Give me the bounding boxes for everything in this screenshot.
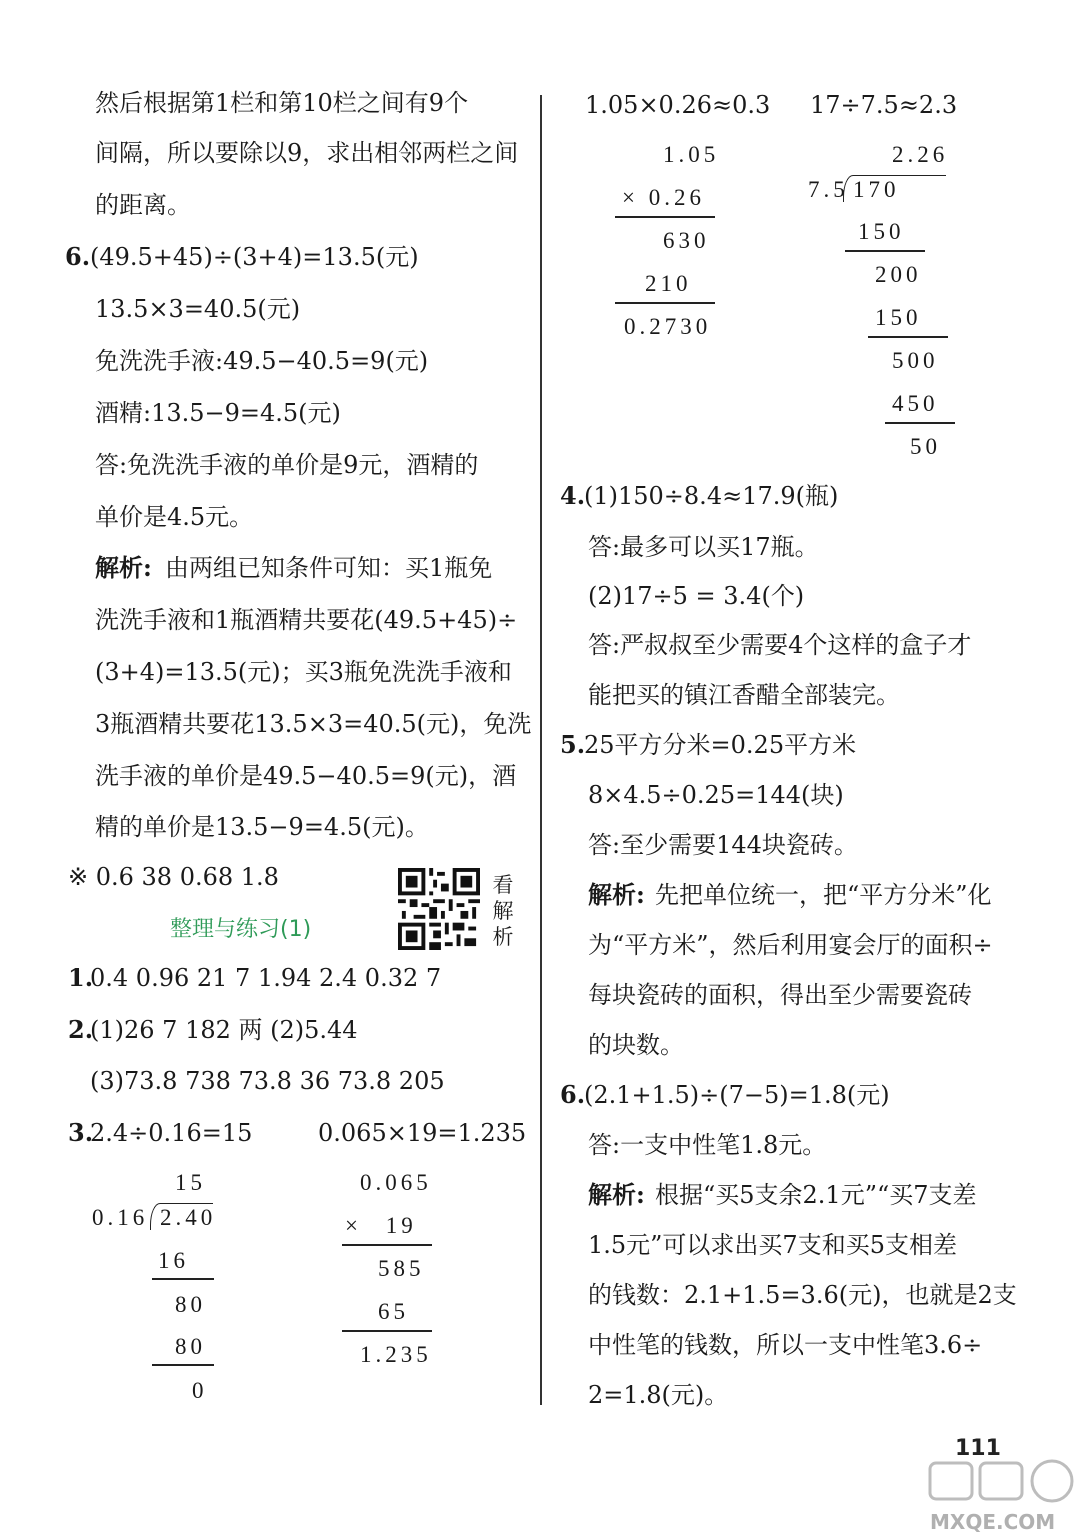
text-line: 由两组已知条件可知：买1瓶免 [165,554,493,582]
multiply-rule [342,1244,432,1246]
text-line: 1.5元”可以求出买7支和买5支相差 [588,1231,957,1259]
extra-answers: ※ 0.6 38 0.68 1.8 [68,863,279,891]
product-result: 0.2730 [624,314,712,339]
text-line: 8×4.5÷0.25=144(块) [588,781,844,809]
product-result: 1.235 [360,1342,432,1367]
analysis-label: 解析: [95,553,152,582]
text-line: 间隔，所以要除以9，求出相邻两栏之间 [95,139,519,167]
division-rule [885,422,955,424]
division-divisor: 0.16 [92,1205,149,1230]
division-dividend: 170 [853,177,900,202]
question-number: 6. [65,242,91,271]
division-step: 200 [875,262,922,287]
text-line: 酒精:13.5−9=4.5(元) [95,399,341,427]
watermark-logo [920,1455,1085,1535]
partial-product: 65 [378,1299,409,1324]
svg-text:MXQE.COM: MXQE.COM [930,1510,1056,1534]
section-title: 整理与练习(1) [170,917,312,942]
division-step: 450 [892,391,939,416]
text-line: 答:免洗洗手液的单价是9元，酒精的 [95,451,479,479]
text-line: (1)150÷8.4≈17.9(瓶) [584,482,839,510]
question-number: 4. [560,481,586,510]
question-number: 2. [68,1015,94,1044]
text-line: 然后根据第1栏和第10栏之间有9个 [95,89,469,117]
multiply-operand: 0.065 [360,1170,432,1195]
question-number: 1. [68,963,94,992]
question-number: 6. [560,1080,586,1109]
multiply-rule [615,216,715,218]
equation: 17÷7.5≈2.3 [810,91,958,119]
qr-caption: 看 解 析 [492,873,514,949]
division-rule [152,1364,214,1366]
question-number: 5. [560,730,586,759]
division-rule [845,250,925,252]
text-line: 答:最多可以买17瓶。 [588,533,819,561]
division-step: 150 [875,305,922,330]
page-number: 111 [955,1436,1001,1461]
text-line: 根据“买5支余2.1元”“买7支差 [655,1181,977,1209]
equation: 0.065×19=1.235 [318,1119,527,1147]
text-line: 的钱数：2.1+1.5=3.6(元)，也就是2支 [588,1281,1017,1309]
text-line: (2)17÷5 = 3.4(个) [588,582,805,610]
analysis-label: 解析: [588,1180,645,1209]
text-line: 洗手液的单价是49.5−40.5=9(元)，酒 [95,762,517,790]
question-number: 3. [68,1118,94,1147]
text-line: 能把买的镇江香醋全部装完。 [588,681,900,709]
text-line: 答:严叔叔至少需要4个这样的盒子才 [588,631,972,659]
multiply-operand: 1.05 [663,142,720,167]
text-line: (49.5+45)÷(3+4)=13.5(元) [90,243,419,271]
text-line: (3+4)=13.5(元)；买3瓶免洗洗手液和 [95,658,512,686]
analysis-label: 解析: [588,880,645,909]
text-line: 为“平方米”，然后利用宴会厅的面积÷ [588,931,993,959]
partial-product: 210 [645,271,692,296]
text-line: 精的单价是13.5−9=4.5(元)。 [95,813,429,841]
text-line: 洗洗手液和1瓶酒精共要花(49.5+45)÷ [95,606,518,634]
partial-product: 585 [378,1256,425,1281]
division-rule [152,1278,214,1280]
division-step: 80 [175,1334,206,1359]
division-step: 500 [892,348,939,373]
answer-row: (1)26 7 182 两 (2)5.44 [90,1016,358,1044]
text-line: 免洗洗手液:49.5−40.5=9(元) [95,347,429,375]
text-line: 的距离。 [95,191,191,219]
division-step: 0 [192,1378,208,1403]
text-line: 答:至少需要144块瓷砖。 [588,831,858,859]
text-line: (2.1+1.5)÷(7−5)=1.8(元) [584,1081,890,1109]
multiply-rule [615,302,715,304]
text-line: 答:一支中性笔1.8元。 [588,1131,827,1159]
text-line: 每块瓷砖的面积，得出至少需要瓷砖 [588,981,972,1009]
text-line: 中性笔的钱数，所以一支中性笔3.6÷ [588,1331,983,1359]
text-line: 13.5×3=40.5(元) [95,295,301,323]
text-line: 先把单位统一，把“平方分米”化 [655,881,992,909]
answer-row: 0.4 0.96 21 7 1.94 2.4 0.32 7 [90,964,442,992]
multiply-rule [342,1330,432,1332]
division-dividend: 2.40 [160,1205,217,1230]
text-line: 的块数。 [588,1031,684,1059]
partial-product: 630 [663,228,710,253]
division-step: 16 [158,1248,189,1273]
multiply-operand: × 19 [345,1213,417,1238]
equation: 1.05×0.26≈0.3 [585,91,771,119]
division-step: 150 [858,219,905,244]
equation: 2.4÷0.16=15 [90,1119,253,1147]
text-line: 3瓶酒精共要花13.5×3=40.5(元)，免洗 [95,710,532,738]
column-divider [540,95,542,1405]
answer-row: (3)73.8 738 73.8 36 73.8 205 [90,1067,445,1095]
division-step: 50 [910,434,941,459]
division-rule [868,336,948,338]
qr-code[interactable] [398,868,480,950]
division-quotient: 15 [175,1170,206,1195]
division-divisor: 7.5 [808,177,849,202]
multiply-operand: × 0.26 [622,185,705,210]
division-quotient: 2.26 [892,142,949,167]
text-line: 25平方分米=0.25平方米 [584,731,857,759]
division-step: 80 [175,1292,206,1317]
text-line: 单价是4.5元。 [95,503,254,531]
text-line: 2=1.8(元)。 [588,1381,729,1409]
